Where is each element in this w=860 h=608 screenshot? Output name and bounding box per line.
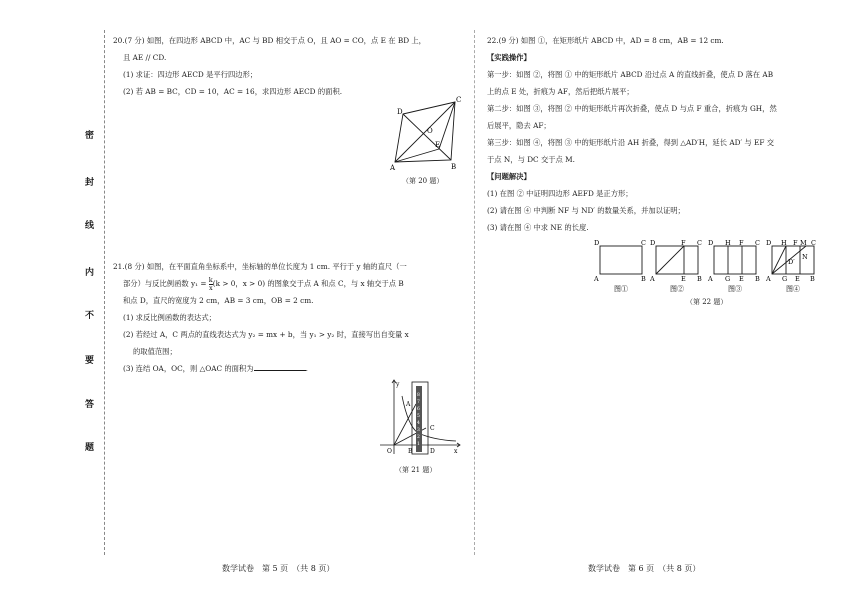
q21-label-y: y (396, 381, 400, 388)
q22-fig2-caption: 图② (670, 285, 684, 293)
q21-tick-6: 6 (417, 407, 420, 412)
q21-sub2a: (2) 若经过 A，C 两点的直线表达式为 y₂ = mx + b，当 y₁ > y₂ 时，直接写出自变量 x (123, 330, 409, 339)
q22-step1a: 第一步：如图 ②，将图 ① 中的矩形纸片 ABCD 沿过点 A 的直线折叠，使点 D 落在 AB (487, 70, 774, 79)
svg-text:F: F (739, 239, 744, 247)
q20-caption: （第 20 题） (402, 177, 444, 185)
svg-text:M: M (800, 239, 807, 247)
q20-sub1: (1) 求证：四边形 AECD 是平行四边形； (123, 70, 258, 79)
q22-fig3-rect (714, 246, 756, 274)
q22-step3b: 于点 N，与 DC 交于点 M. (487, 155, 575, 164)
svg-text:E: E (795, 275, 800, 283)
svg-text:A: A (766, 275, 771, 283)
q21-caption: （第 21 题） (395, 466, 437, 474)
svg-text:C: C (641, 239, 646, 247)
svg-text:N: N (802, 253, 808, 261)
q21-label-d: D (430, 448, 435, 455)
q21-tick-3: 3 (417, 428, 420, 433)
q22-sub1: (1) 在图 ② 中证明四边形 AEFD 是正方形； (487, 189, 633, 198)
q22-step2b: 后展平，隐去 AF； (487, 121, 551, 130)
svg-text:C: C (811, 239, 816, 247)
q21-label-c: C (430, 425, 435, 432)
footer-page-6: 数学试卷 第 6 页 （共 8 页） (588, 564, 701, 573)
q22-caption: （第 22 题） (686, 298, 728, 306)
q21-tick-4: 4 (417, 421, 420, 426)
seal-char-8: 题 (85, 443, 95, 453)
q21-line3: 和点 D，直尺的宽度为 2 cm，AB = 3 cm，OB = 2 cm. (123, 296, 314, 305)
seal-char-4: 内 (85, 268, 95, 278)
q21-sub3 (113, 360, 463, 377)
seal-char-5: 不 (85, 311, 95, 321)
q21-label-o: O (387, 448, 392, 455)
svg-text:A: A (650, 275, 655, 283)
q22-heading-solve: 【问题解决】 (487, 172, 531, 181)
svg-text:D: D (766, 239, 772, 247)
q20-label-b: B (451, 163, 457, 171)
svg-text:E: E (681, 275, 686, 283)
q22-fig1-caption: 图① (614, 285, 628, 293)
q20-label-e: E (435, 141, 441, 149)
page-divider (474, 30, 475, 555)
q20-label-o: O (427, 127, 433, 135)
q21-sub3-text: (3) 连结 OA，OC，则 △OAC 的面积为 (123, 364, 254, 373)
svg-text:B: B (755, 275, 760, 283)
question-20 (113, 32, 463, 100)
svg-text:G: G (725, 275, 731, 283)
q21-label-b: B (408, 448, 413, 455)
q21-frac-num: k (208, 275, 213, 284)
q21-line1: 21.(8 分) 如图，在平面直角坐标系中，坐标轴的单位长度为 1 cm. 平行于 y 轴的直尺（一 (113, 262, 407, 271)
seal-char-1: 密 (85, 131, 95, 141)
q21-label-a: A (406, 401, 411, 408)
q22-fig1-rect (600, 246, 642, 274)
svg-text:F: F (793, 239, 798, 247)
q21-tick-1: 1 (417, 442, 420, 447)
q22-step2a: 第二步：如图 ③，将图 ② 中的矩形纸片再次折叠，使点 D 与点 F 重合，折痕为 GH，然 (487, 104, 777, 113)
seal-binding-line (104, 30, 105, 555)
svg-text:D: D (708, 239, 714, 247)
q21-label-x: x (454, 448, 458, 455)
svg-text:D: D (650, 239, 656, 247)
q21-frac-den: x (208, 283, 213, 292)
svg-text:H: H (781, 239, 787, 247)
seal-char-3: 线 (85, 221, 95, 231)
q22-line1: 22.(9 分) 如图 ①，在矩形纸片 ABCD 中，AD = 8 cm，AB = 12 cm. (487, 36, 724, 45)
svg-text:H: H (725, 239, 731, 247)
q20-line2: 且 AE // CD. (123, 53, 167, 62)
q22-figures (592, 236, 822, 296)
q21-line2b: (k > 0，x > 0) 的图象交于点 A 和点 C，与 x 轴交于点 B (212, 279, 404, 288)
svg-text:F: F (681, 239, 686, 247)
q21-tick-8: 8 (417, 393, 420, 398)
q21-line2a: 部分）与反比例函数 y₁ = (123, 279, 209, 288)
footer-page-5: 数学试卷 第 5 页 （共 8 页） (222, 564, 335, 573)
q21-sub2b: 的取值范围； (133, 347, 177, 356)
seal-char-7: 答 (85, 400, 95, 410)
seal-char-6: 要 (85, 356, 95, 366)
q20-line1: 20.(7 分) 如图，在四边形 ABCD 中，AC 与 BD 相交于点 O，且 AO = CO，点 E 在 BD 上， (113, 36, 426, 45)
q21-tick-7: 7 (417, 400, 420, 405)
q20-figure (385, 92, 465, 172)
svg-text:D′: D′ (788, 258, 795, 266)
seal-char-2: 封 (85, 178, 95, 188)
q20-label-c: C (456, 96, 462, 104)
q20-sub2: (2) 若 AB = BC，CD = 10，AC = 16，求四边形 AECD 的面积. (123, 87, 343, 96)
question-22 (487, 32, 837, 236)
svg-text:C: C (697, 239, 702, 247)
q22-step1b: 上的点 E 处，折痕为 AF，然后把纸片展平； (487, 87, 634, 96)
q21-sub1: (1) 求反比例函数的表达式； (123, 313, 216, 322)
q21-answer-blank (254, 370, 306, 371)
q22-sub3: (3) 请在图 ④ 中求 NE 的长度. (487, 223, 589, 232)
q22-fig2-rect (656, 246, 698, 274)
svg-text:A: A (594, 275, 599, 283)
svg-text:D: D (594, 239, 600, 247)
q21-tick-5: 5 (417, 414, 420, 419)
q22-fig3-caption: 图③ (728, 285, 742, 293)
q22-sub2: (2) 请在图 ④ 中判断 NF 与 ND′ 的数量关系，并加以证明； (487, 206, 685, 215)
q22-step3a: 第三步：如图 ④，将图 ③ 中的矩形纸片沿 AH 折叠，得到 △AD′H，延长 AD′ 与 EF 交 (487, 138, 775, 147)
svg-text:B: B (697, 275, 702, 283)
q21-line2 (113, 275, 463, 292)
svg-text:A: A (708, 275, 713, 283)
svg-text:G: G (782, 275, 788, 283)
question-21 (113, 258, 463, 377)
q20-label-a: A (390, 164, 396, 172)
q22-heading-ops: 【实践操作】 (487, 53, 531, 62)
q21-tick-2: 2 (417, 435, 420, 440)
svg-text:C: C (755, 239, 760, 247)
q20-label-d: D (397, 108, 403, 116)
q21-sub3-end: . (305, 364, 308, 373)
q22-fig4-caption: 图④ (786, 285, 800, 293)
q21-figure (372, 378, 462, 458)
svg-text:E: E (739, 275, 744, 283)
svg-text:B: B (641, 275, 646, 283)
svg-text:B: B (810, 275, 815, 283)
